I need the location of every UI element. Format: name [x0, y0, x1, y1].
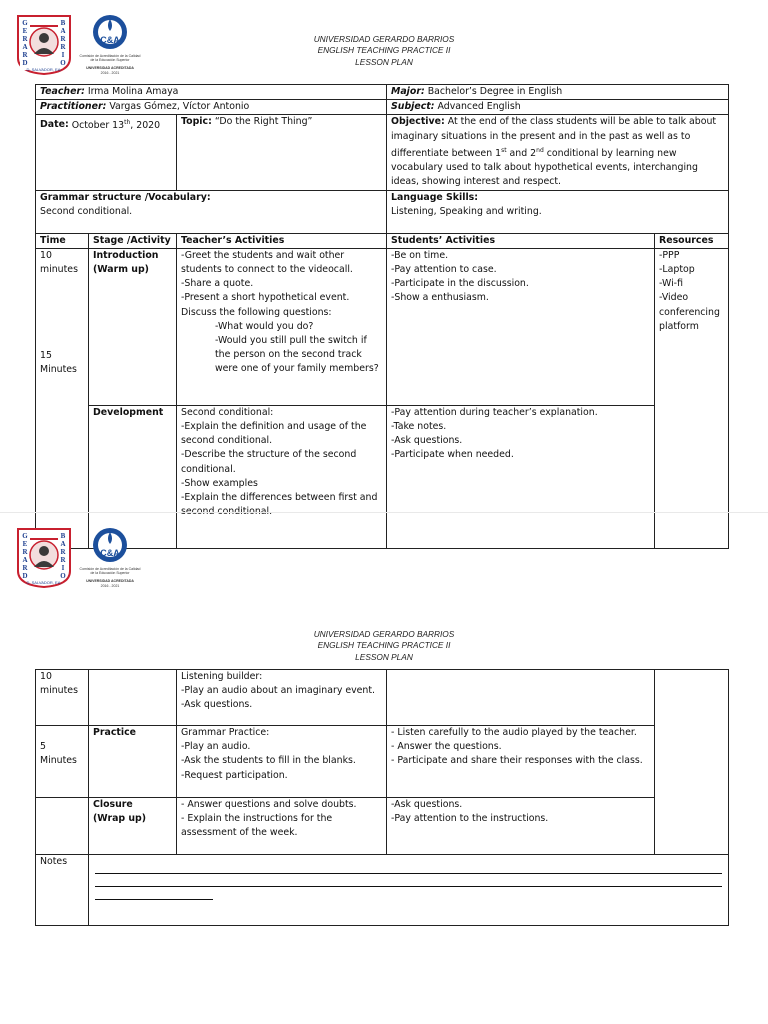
listening-time-cell [36, 670, 89, 726]
intro-question: -What would you do? [215, 320, 314, 332]
svg-text:R: R [60, 43, 66, 51]
document-type: LESSON PLAN [355, 56, 413, 67]
date-cell [36, 115, 177, 190]
closure-student-line: -Pay attention to the instructions. [391, 813, 549, 825]
cda-emblem-icon [78, 12, 142, 56]
development-teacher-line: Second conditional: [181, 406, 274, 418]
col-header-resources: Resources [655, 233, 729, 248]
cda-fine-print-3: 2016 - 2021 [100, 584, 120, 588]
practitioner-subject-row [36, 100, 729, 115]
date-label: Date: [40, 119, 69, 131]
svg-text:O: O [60, 572, 66, 580]
svg-text:D. SALVADOR, EA.: D. SALVADOR, EA. [26, 580, 62, 585]
svg-text:I: I [61, 564, 65, 572]
intro-teacher-line: Discuss the following questions: [181, 306, 332, 318]
svg-text:D: D [22, 572, 28, 580]
date-value [72, 120, 160, 131]
grammar-cell [36, 190, 387, 233]
intro-student-line: -Be on time. [391, 249, 449, 261]
objective-part-2: and 2 [506, 147, 537, 159]
intro-stage-2: (Warm up) [93, 263, 149, 275]
svg-text:R: R [22, 564, 28, 572]
major-cell [387, 85, 729, 100]
introduction-row [36, 248, 729, 405]
listening-students-cell [387, 670, 655, 726]
practitioner-name: Vargas Gómez, Víctor Antonio [109, 101, 250, 113]
document-type: LESSON PLAN [355, 651, 413, 662]
practice-time: 5 Minutes [40, 741, 77, 767]
listening-teacher-cell [177, 670, 387, 726]
svg-text:A: A [60, 540, 66, 548]
practice-teacher-line: -Request participation. [181, 769, 288, 781]
resource-item: -Wi-fi [659, 278, 683, 290]
subject-label: Subject: [391, 101, 435, 113]
practice-student-line: - Participate and share their responses with the class. [391, 755, 643, 767]
closure-stage-cell [89, 798, 177, 855]
course-name: ENGLISH TEACHING PRACTICE II [317, 45, 451, 56]
svg-text:G: G [22, 532, 28, 540]
svg-text:R: R [60, 548, 66, 556]
listening-time: 10 minutes [40, 671, 78, 697]
intro-teacher-line: -Present a short hypothetical event. [181, 292, 350, 304]
notes-cell [89, 855, 729, 926]
university-name: UNIVERSIDAD GERARDO BARRIOS [313, 629, 455, 639]
topic-label: Topic: [181, 116, 212, 128]
lesson-plan-table-continued [35, 669, 729, 926]
col-header-students-activities: Students’ Activities [387, 233, 655, 248]
ugb-university-logo [16, 527, 72, 589]
date-topic-objective-row [36, 115, 729, 190]
subject-value: Advanced English [437, 101, 521, 113]
intro-time-1: 10 minutes [40, 249, 78, 275]
development-teacher-line: -Describe the structure of the second conditional. [181, 449, 357, 475]
listening-teacher-line: -Ask questions. [181, 699, 253, 711]
svg-text:A: A [22, 556, 28, 564]
teacher-name: Irma Molina Amaya [87, 86, 179, 97]
practice-student-line: - Listen carefully to the audio played by the teacher. [391, 727, 637, 738]
cda-fine-print-2: UNIVERSIDAD ACREDITADA [86, 579, 134, 583]
intro-time-2: 15 Minutes [40, 350, 77, 376]
objective-cell [387, 115, 729, 190]
svg-text:R: R [60, 556, 66, 564]
closure-teacher-line: - Explain the instructions for the assessment of the week. [181, 813, 333, 839]
intro-question: -Would you still pull the switch if the person on the second track were one of your family members? [215, 334, 379, 375]
topic-value: “Do the Right Thing” [214, 116, 313, 128]
closure-stage-1: Closure [93, 799, 133, 810]
objective-part-1: At the end of the class students will be able to talk about imaginary situations in the present and in the past as well as to differentiate between 1 [391, 116, 717, 159]
notes-line [95, 861, 722, 874]
lesson-plan-page-2 [0, 512, 768, 1024]
development-student-line: -Pay attention during teacher’s explanation. [391, 406, 598, 418]
notes-label-cell: Notes [36, 855, 89, 926]
resource-item: -PPP [659, 249, 680, 261]
practice-time-cell [36, 726, 89, 798]
closure-teacher-cell [177, 798, 387, 855]
resources-cell-continued [655, 670, 729, 855]
notes-row [36, 855, 729, 926]
date-suffix: , 2020 [130, 119, 161, 131]
document-title-block [234, 34, 534, 68]
topic-cell [177, 115, 387, 190]
cda-fine-print: Comisión de Acreditación de la Calidad de la Educación Superior [79, 567, 141, 575]
svg-text:R: R [22, 35, 28, 43]
teacher-label: Teacher: [40, 86, 85, 97]
cda-fine-print: Comisión de Acreditación de la Calidad de la Educación Superior [79, 54, 141, 62]
objective-part-3: conditional by learning new vocabulary used to talk about hypothetical events, interchanging ideas, showing interest and respect. [391, 147, 698, 188]
development-student-line: -Take notes. [391, 420, 447, 432]
closure-row [36, 798, 729, 855]
development-student-line: -Ask questions. [391, 435, 463, 447]
grammar-skills-row [36, 190, 729, 233]
subject-cell [387, 100, 729, 115]
closure-time-cell [36, 798, 89, 855]
svg-text:R: R [22, 51, 28, 59]
notes-line [95, 874, 722, 887]
resource-item: -Laptop [659, 263, 695, 275]
practitioner-cell [36, 100, 387, 115]
practice-row [36, 726, 729, 798]
cda-accreditation-logo [78, 525, 142, 591]
closure-teacher-line: - Answer questions and solve doubts. [181, 799, 357, 810]
skills-label: Language Skills: [391, 191, 478, 203]
resource-item: -Video conferencing platform [659, 292, 720, 332]
col-header-time: Time [36, 233, 89, 248]
objective-sup-1: st [501, 146, 507, 154]
intro-stage-cell [89, 248, 177, 405]
intro-stage-1: Introduction [93, 249, 159, 261]
intro-student-line: -Pay attention to case. [391, 263, 497, 275]
intro-student-line: -Participate in the discussion. [391, 278, 529, 290]
cda-accreditation-logo [78, 12, 142, 78]
listening-teacher-line: -Play an audio about an imaginary event. [181, 685, 376, 697]
practice-teacher-line: Grammar Practice: [181, 727, 270, 738]
page-header [0, 0, 768, 84]
intro-teacher-line: -Greet the students and wait other students to connect to the videocall. [181, 249, 353, 275]
svg-text:A: A [22, 43, 28, 51]
skills-cell [387, 190, 729, 233]
practice-students-cell [387, 726, 655, 798]
development-teacher-line: -Explain the definition and usage of the second conditional. [181, 420, 367, 447]
closure-stage-2: (Wrap up) [93, 813, 147, 825]
svg-text:R: R [60, 35, 66, 43]
practice-teacher-line: -Ask the students to fill in the blanks. [181, 755, 356, 767]
major-label: Major: [391, 86, 425, 97]
svg-text:C&A: C&A [100, 548, 120, 558]
svg-text:G: G [22, 19, 28, 27]
ugb-university-logo [16, 14, 72, 76]
intro-teacher-cell [177, 248, 387, 405]
university-name: UNIVERSIDAD GERARDO BARRIOS [313, 34, 455, 44]
closure-students-cell [387, 798, 655, 855]
lesson-plan-table [35, 84, 729, 549]
grammar-value: Second conditional. [40, 205, 133, 217]
development-teacher-line: -Show examples [181, 477, 258, 489]
resources-cell [655, 248, 729, 548]
svg-text:R: R [22, 548, 28, 556]
listening-stage-cell [89, 670, 177, 726]
skills-value: Listening, Speaking and writing. [391, 205, 542, 217]
svg-text:D. SALVADOR, EA.: D. SALVADOR, EA. [26, 67, 62, 72]
svg-text:B: B [60, 532, 66, 540]
listening-teacher-line: Listening builder: [181, 671, 263, 682]
column-header-row [36, 233, 729, 248]
svg-text:B: B [60, 19, 66, 27]
cda-fine-print-2: UNIVERSIDAD ACREDITADA [86, 66, 134, 70]
svg-text:O: O [60, 59, 66, 67]
notes-line [95, 887, 213, 900]
page-header [0, 513, 768, 662]
svg-text:I: I [61, 51, 65, 59]
development-student-line: -Participate when needed. [391, 449, 514, 461]
intro-time-cell [36, 248, 89, 548]
practice-teacher-cell [177, 726, 387, 798]
svg-text:E: E [22, 27, 28, 35]
intro-student-line: -Show a enthusiasm. [391, 292, 489, 304]
practice-teacher-line: -Play an audio. [181, 741, 251, 753]
listening-row [36, 670, 729, 726]
objective-sup-2: nd [536, 146, 544, 154]
cda-fine-print-3: 2016 - 2021 [100, 71, 120, 75]
practice-stage-cell: Practice [89, 726, 177, 798]
teacher-cell [36, 85, 387, 100]
course-name: ENGLISH TEACHING PRACTICE II [317, 640, 451, 651]
closure-student-line: -Ask questions. [391, 799, 463, 810]
objective-label: Objective: [391, 116, 445, 128]
svg-text:A: A [60, 27, 66, 35]
svg-text:E: E [22, 540, 28, 548]
svg-text:C&A: C&A [100, 35, 120, 45]
date-sup: th [124, 118, 131, 126]
svg-text:D: D [22, 59, 28, 67]
practitioner-label: Practitioner: [40, 101, 107, 113]
grammar-label: Grammar structure /Vocabulary: [40, 191, 211, 203]
practice-student-line: - Answer the questions. [391, 741, 502, 753]
col-header-teacher-activities: Teacher’s Activities [177, 233, 387, 248]
cda-emblem-icon [78, 525, 142, 569]
teacher-major-row [36, 85, 729, 100]
date-prefix: October 13 [71, 119, 125, 131]
development-teacher-line: -Explain the differences between first and second conditional. [181, 491, 378, 518]
intro-students-cell [387, 248, 655, 405]
document-title-block-2 [234, 629, 534, 663]
development-stage-cell: Development [89, 405, 177, 548]
major-value: Bachelor’s Degree in English [427, 86, 563, 97]
col-header-stage: Stage /Activity [89, 233, 177, 248]
intro-teacher-line: -Share a quote. [181, 278, 254, 290]
